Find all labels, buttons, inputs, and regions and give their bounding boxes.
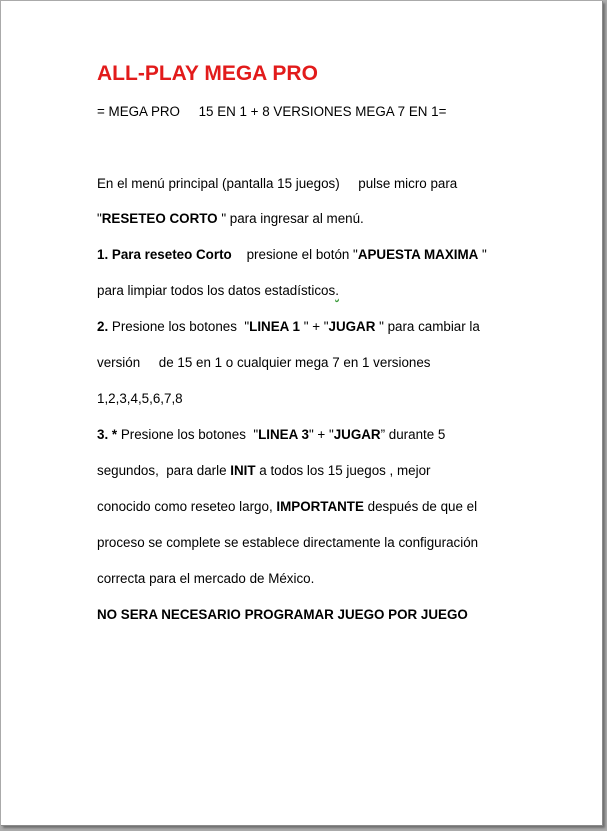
- text-fragment: ” durante 5: [380, 427, 446, 442]
- document-subtitle: = MEGA PRO 15 EN 1 + 8 VERSIONES MEGA 7 EN 1=: [97, 104, 447, 119]
- text-fragment: presione el botón ": [231, 247, 358, 262]
- text-fragment: segundos, para darle: [97, 463, 231, 478]
- importante-label: IMPORTANTE: [276, 499, 364, 514]
- item-2-line-2: versión de 15 en 1 o cualquier mega 7 en 1 versiones: [97, 355, 431, 370]
- item-1-number: 1.: [97, 247, 109, 262]
- jugar-label: JUGAR: [328, 319, 376, 334]
- text-fragment: " + ": [300, 319, 329, 334]
- item-3-line-3: [97, 499, 477, 514]
- text-fragment: ": [97, 211, 102, 226]
- linea-3-label: LINEA 3: [258, 427, 309, 442]
- item-3-line-4: proceso se complete se establece directamente la configuración: [97, 535, 479, 550]
- item-1-heading: Para reseteo Corto: [108, 247, 232, 262]
- text-fragment: Presione los botones ": [117, 427, 259, 442]
- text-fragment: " + ": [308, 427, 334, 442]
- item-2-line-3: 1,2,3,4,5,6,7,8: [97, 391, 183, 406]
- footer-note: NO SERA NECESARIO PROGRAMAR JUEGO POR JUEGO: [97, 607, 468, 622]
- item-1-line-2: [97, 283, 339, 298]
- spellcheck-mark: .: [335, 283, 339, 298]
- item-3-number: 3. *: [97, 427, 118, 442]
- reseteo-corto-label: RESETEO CORTO: [101, 211, 218, 226]
- text-fragment: Presione los botones ": [108, 319, 250, 334]
- item-2-line-1: [97, 319, 480, 334]
- jugar-label: JUGAR: [333, 427, 381, 442]
- text-fragment: ": [478, 247, 487, 262]
- paragraph-intro-line-2: [97, 211, 364, 226]
- apuesta-maxima-label: APUESTA MAXIMA: [357, 247, 479, 262]
- text-fragment: para limpiar todos los datos estadísticos: [97, 283, 336, 298]
- item-3-line-5: correcta para el mercado de México.: [97, 571, 315, 586]
- linea-1-label: LINEA 1: [249, 319, 300, 334]
- item-1-line-1: [97, 247, 487, 262]
- text-fragment: conocido como reseteo largo,: [97, 499, 277, 514]
- init-label: INIT: [230, 463, 256, 478]
- item-3-line-1: [97, 427, 445, 442]
- document-title: ALL-PLAY MEGA PRO: [97, 62, 318, 85]
- text-fragment: después de que el: [363, 499, 478, 514]
- paragraph-intro-line-1: En el menú principal (pantalla 15 juegos) pulse micro para: [97, 176, 458, 191]
- document-page: [1, 1, 603, 826]
- text-fragment: " para ingresar al menú.: [217, 211, 364, 226]
- item-2-number: 2.: [97, 319, 109, 334]
- text-fragment: " para cambiar la: [375, 319, 480, 334]
- text-fragment: a todos los 15 juegos , mejor: [255, 463, 431, 478]
- item-3-line-2: [97, 463, 430, 478]
